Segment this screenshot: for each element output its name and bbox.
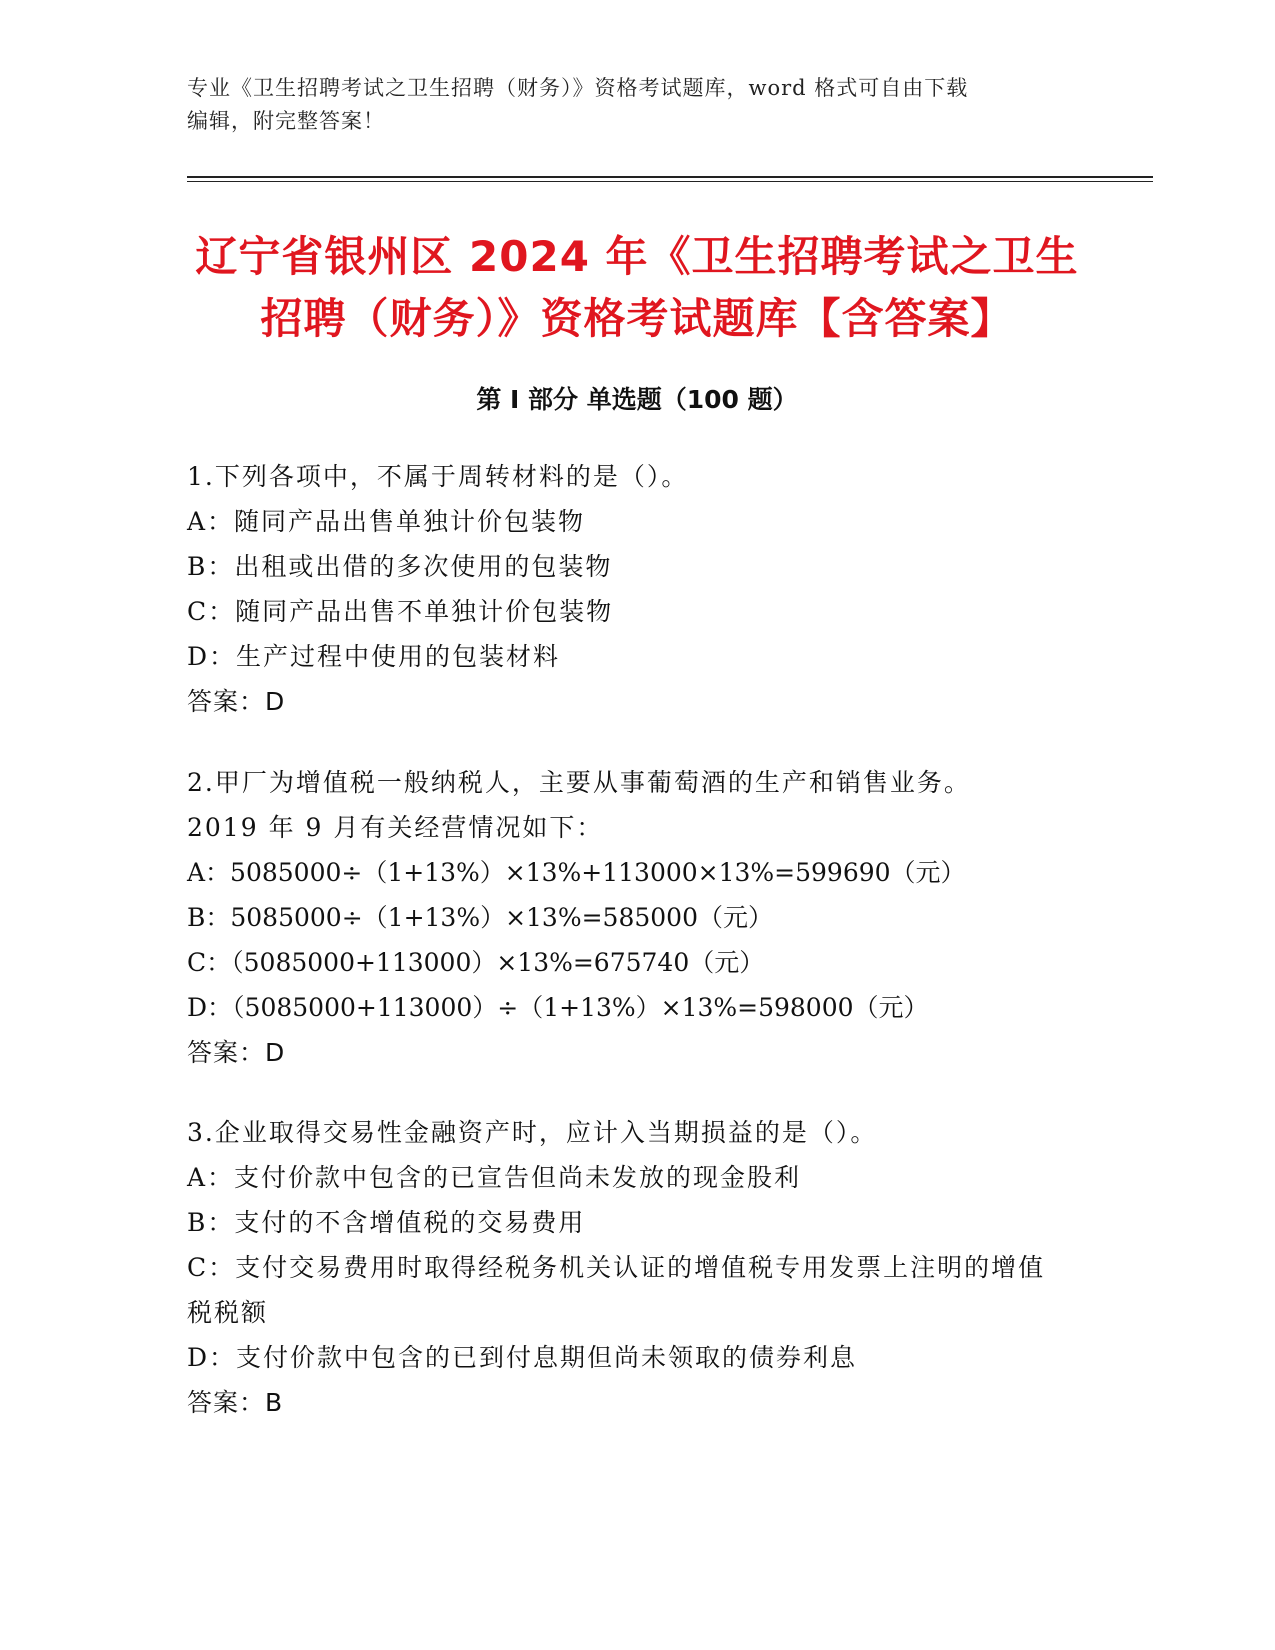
header-note-line: 编辑，附完整答案！ xyxy=(187,109,385,133)
option-d: D：（5085000+113000）÷（1+13%）×13%=598000（元） xyxy=(187,993,929,1022)
question-2 xyxy=(187,760,1087,1075)
option-b: B：5085000÷（1+13%）×13%=585000（元） xyxy=(187,903,773,932)
option-a: A：随同产品出售单独计价包装物 xyxy=(187,507,586,536)
header-divider-thin xyxy=(187,181,1153,182)
question-3 xyxy=(187,1110,1087,1425)
question-stem: 2.甲厂为增值税一般纳税人，主要从事葡萄酒的生产和销售业务。 xyxy=(187,768,971,797)
header-divider xyxy=(187,176,1153,178)
answer: 答案：D xyxy=(187,1038,286,1067)
header-note xyxy=(187,72,1087,138)
option-a: A：5085000÷（1+13%）×13%+113000×13%=599690（元） xyxy=(187,858,966,887)
section-heading: 第 I 部分 单选题（100 题） xyxy=(476,385,798,414)
document-title-line: 辽宁省银州区 2024 年《卫生招聘考试之卫生 xyxy=(195,232,1079,281)
question-stem: 3.企业取得交易性金融资产时，应计入当期损益的是（）。 xyxy=(187,1118,878,1147)
answer: 答案：B xyxy=(187,1388,284,1417)
header-note-line: 专业《卫生招聘考试之卫生招聘（财务）》资格考试题库，word 格式可自由下载 xyxy=(187,76,969,100)
option-c: C：（5085000+113000）×13%=675740（元） xyxy=(187,948,765,977)
question-1 xyxy=(187,454,1087,724)
option-b: B：出租或出借的多次使用的包装物 xyxy=(187,552,613,581)
question-stem: 1.下列各项中，不属于周转材料的是（）。 xyxy=(187,462,689,491)
document-title xyxy=(187,226,1087,350)
option-c: C：支付交易费用时取得经税务机关认证的增值税专用发票上注明的增值税税额 xyxy=(187,1253,1046,1327)
option-c: C：随同产品出售不单独计价包装物 xyxy=(187,597,614,626)
answer: 答案：D xyxy=(187,687,286,716)
option-d: D：生产过程中使用的包装材料 xyxy=(187,642,561,671)
document-title-line: 招聘（财务）》资格考试题库【含答案】 xyxy=(260,294,1014,343)
option-d: D：支付价款中包含的已到付息期但尚未领取的债券利息 xyxy=(187,1343,858,1372)
option-b: B：支付的不含增值税的交易费用 xyxy=(187,1208,586,1237)
option-a: A：支付价款中包含的已宣告但尚未发放的现金股利 xyxy=(187,1163,802,1192)
question-stem-continued: 2019 年 9 月有关经营情况如下： xyxy=(187,813,604,842)
